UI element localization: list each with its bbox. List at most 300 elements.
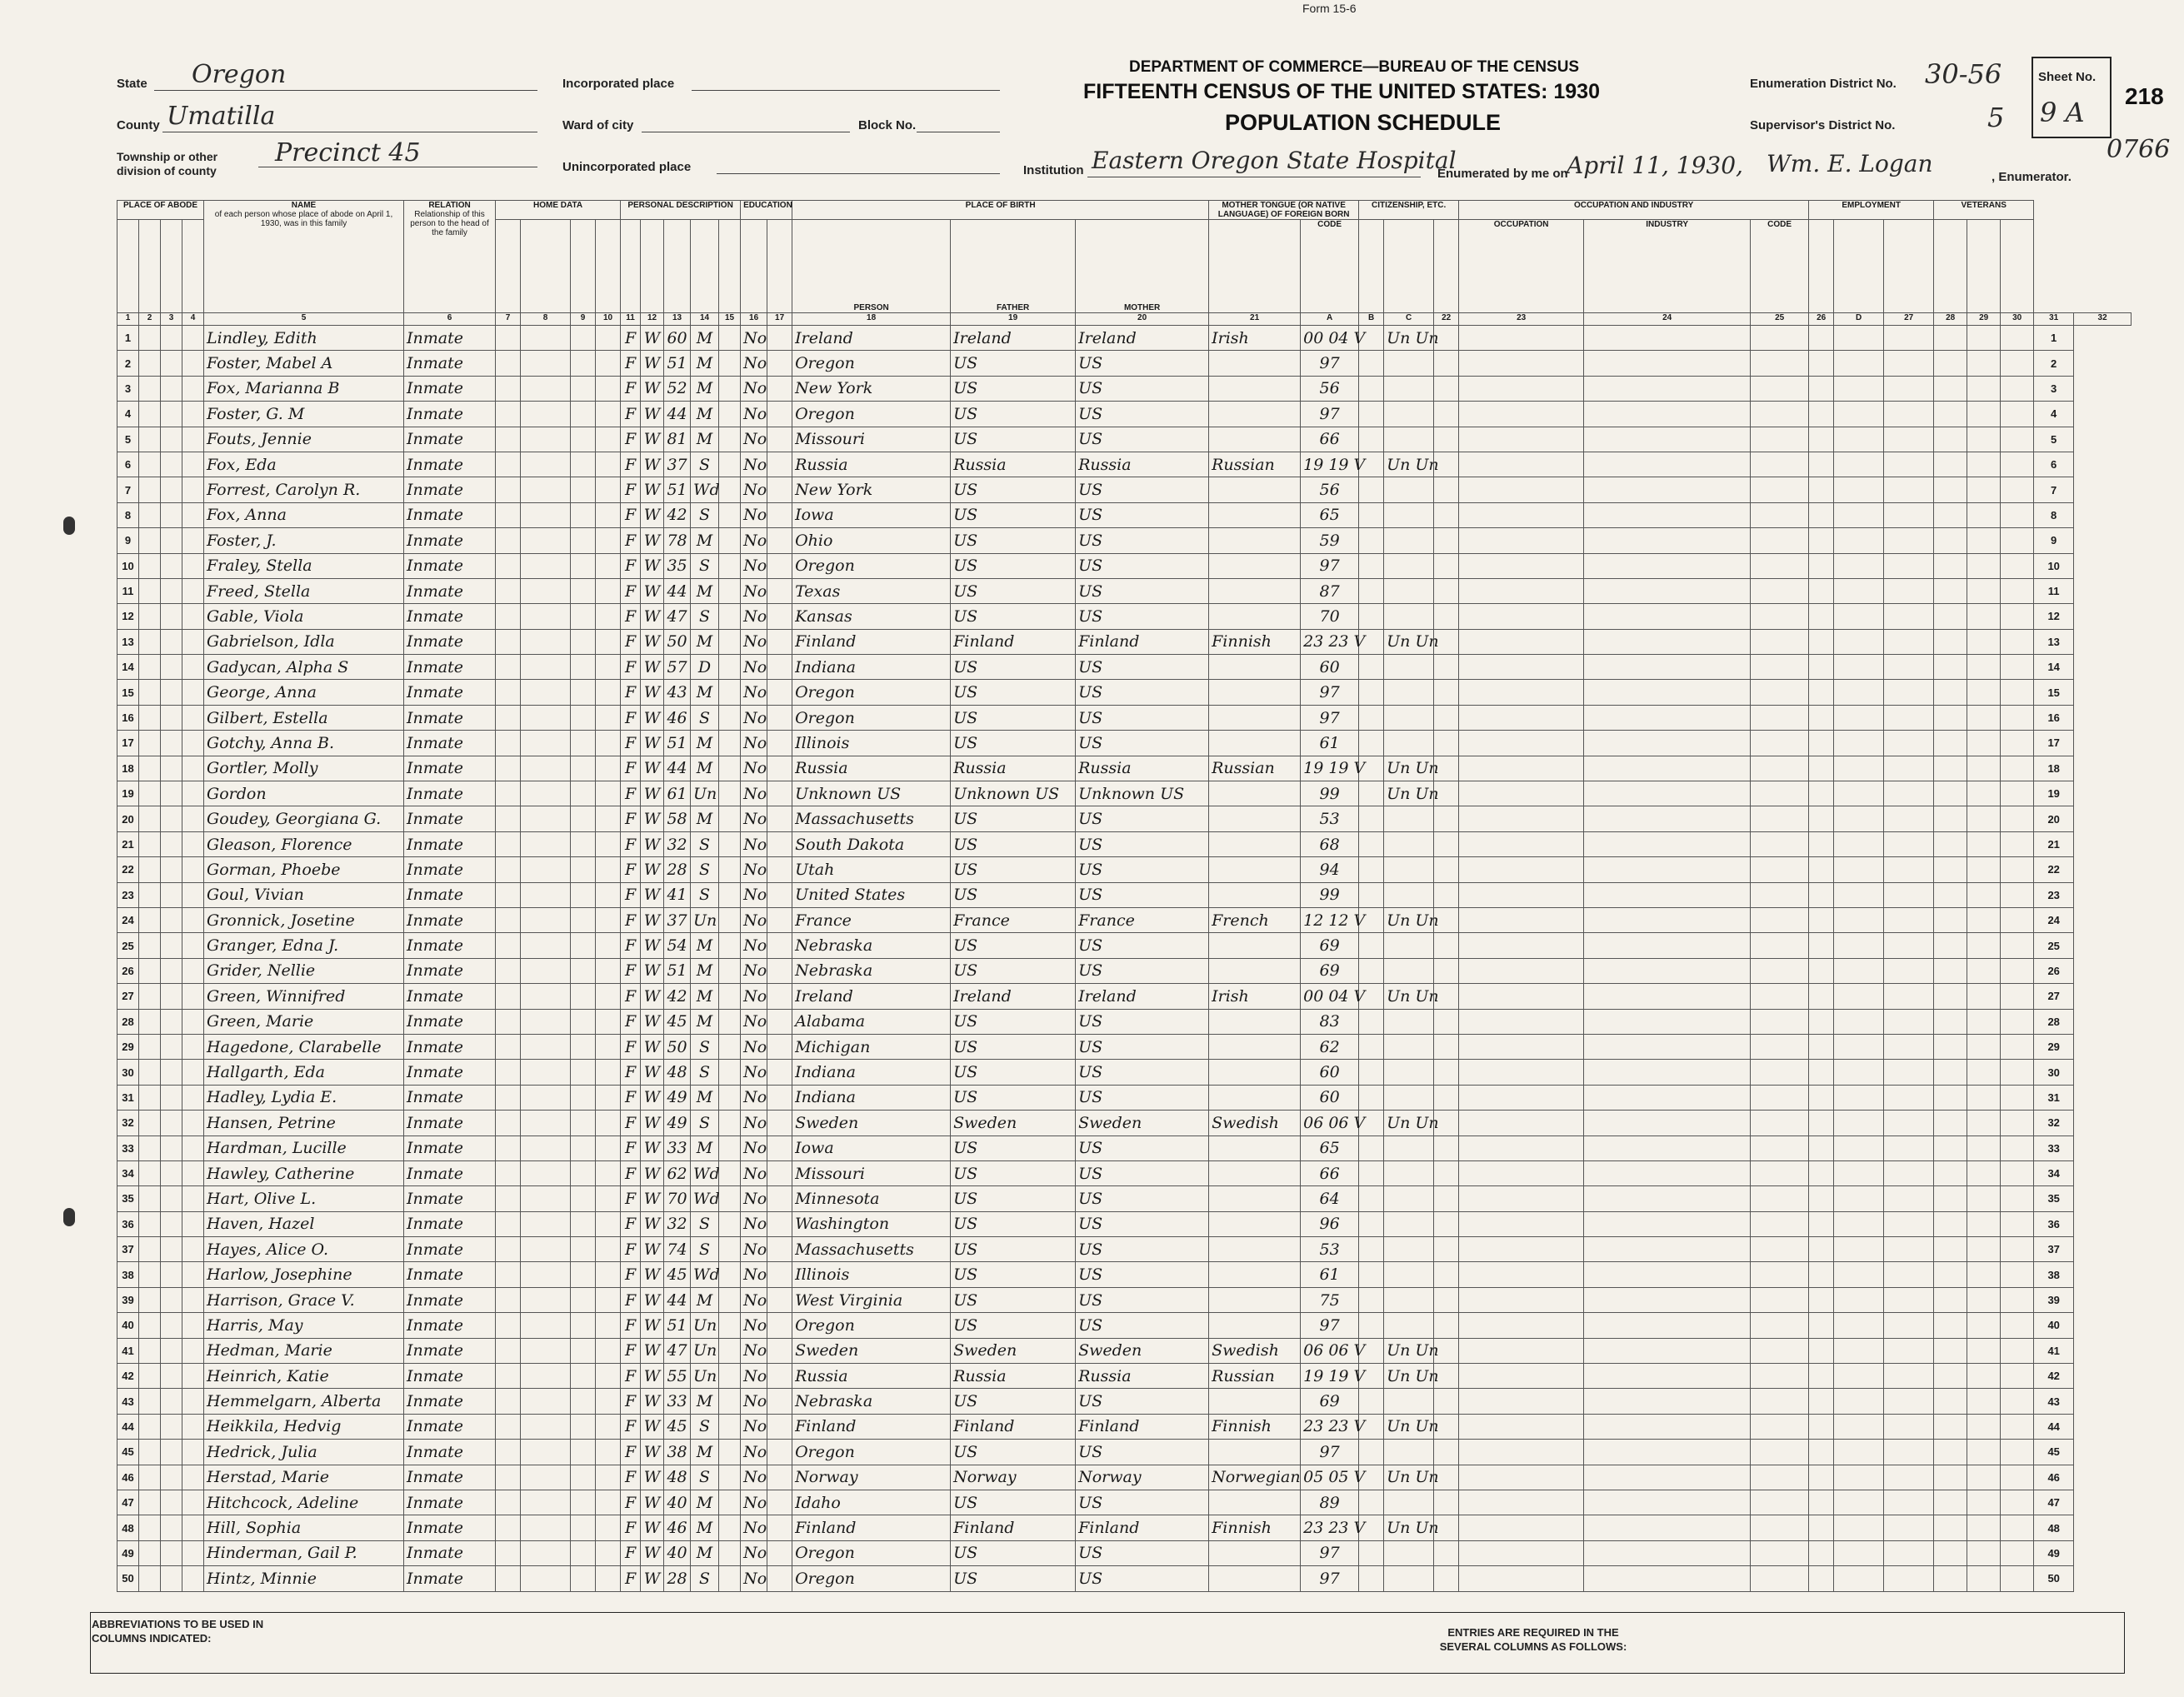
cell-birth-code: 62 [1301, 1034, 1359, 1059]
state-value: Oregon [192, 60, 287, 89]
cell-citizenship: Un Un [1384, 326, 1434, 351]
cell-empty [1967, 1211, 2001, 1236]
enumerated-date: April 11, 1930, [1567, 152, 1743, 179]
column-number: A [1301, 313, 1359, 326]
cell-empty [596, 427, 621, 452]
cell-empty [1809, 1237, 1834, 1262]
cell-empty [161, 376, 182, 401]
cell-empty [1584, 731, 1751, 756]
cell-marital-status: Wd [691, 1160, 719, 1185]
cell-empty [1459, 1338, 1584, 1363]
cell-relation: Inmate [404, 1060, 496, 1085]
cell-empty [1884, 1111, 1934, 1135]
cell-empty [496, 1313, 521, 1338]
cell-age: 51 [664, 731, 691, 756]
cell-empty [596, 1009, 621, 1034]
cell-father-birthplace: US [951, 933, 1076, 958]
cell-marital-status: Un [691, 907, 719, 932]
cell-empty [521, 806, 571, 831]
cell-empty [1434, 1389, 1459, 1414]
cell-citizenship [1384, 705, 1434, 730]
cell-empty [1434, 1009, 1459, 1034]
cell-mother-tongue: Russian [1209, 756, 1301, 781]
cell-school: No [741, 452, 767, 477]
cell-empty [521, 1313, 571, 1338]
cell-empty [1751, 502, 1809, 527]
cell-empty [1884, 882, 1934, 907]
cell-race: W [641, 857, 664, 882]
cell-empty [1834, 1160, 1884, 1185]
cell-father-birthplace: US [951, 477, 1076, 502]
cell-mother-birthplace: US [1076, 502, 1209, 527]
table-row [117, 680, 2132, 705]
cell-name: Gleason, Florence [204, 831, 404, 856]
cell-empty [1359, 427, 1384, 452]
cell-marital-status: S [691, 882, 719, 907]
cell-marital-status: M [691, 1135, 719, 1160]
cell-school: No [741, 326, 767, 351]
cell-empty [571, 1160, 596, 1185]
cell-empty [1834, 1540, 1884, 1565]
cell-empty [767, 1566, 792, 1591]
cell-father-birthplace: US [951, 731, 1076, 756]
cell-school: No [741, 427, 767, 452]
cell-marital-status: Wd [691, 477, 719, 502]
cell-empty [1834, 655, 1884, 680]
cell-empty [496, 1211, 521, 1236]
cell-name: Fox, Marianna B [204, 376, 404, 401]
cell-empty [767, 1440, 792, 1465]
cell-empty [719, 1364, 741, 1389]
cell-empty [1934, 1566, 1967, 1591]
column-number: 24 [1584, 313, 1751, 326]
cell-empty [767, 402, 792, 427]
cell-empty [1834, 1287, 1884, 1312]
cell-name: Gadycan, Alpha S [204, 655, 404, 680]
cell-empty [719, 629, 741, 654]
cell-mother-tongue [1209, 705, 1301, 730]
cell-row-number-right: 20 [2034, 806, 2074, 831]
cell-empty [596, 731, 621, 756]
cell-birth-code: 23 23 V [1301, 1414, 1359, 1439]
cell-age: 52 [664, 376, 691, 401]
cell-citizenship [1384, 376, 1434, 401]
cell-empty [1934, 1111, 1967, 1135]
cell-empty [1834, 1465, 1884, 1490]
cell-num: 49 [117, 1540, 139, 1565]
cell-num: 25 [117, 933, 139, 958]
table-row [117, 1465, 2132, 1490]
cell-row-number-right: 17 [2034, 731, 2074, 756]
cell-empty [1459, 553, 1584, 578]
cell-mother-birthplace: US [1076, 376, 1209, 401]
cell-empty [1884, 604, 1934, 629]
cell-school: No [741, 1287, 767, 1312]
cell-empty [182, 1490, 204, 1515]
column-number: 5 [204, 313, 404, 326]
cell-empty [1584, 1211, 1751, 1236]
cell-empty [1884, 1186, 1934, 1211]
cell-relation: Inmate [404, 1287, 496, 1312]
header-name-title: NAME [291, 201, 317, 210]
table-row [117, 806, 2132, 831]
cell-empty [182, 831, 204, 856]
table-row [117, 731, 2132, 756]
cell-empty [182, 326, 204, 351]
cell-birth-code: 75 [1301, 1287, 1359, 1312]
cell-name: Goudey, Georgiana G. [204, 806, 404, 831]
cell-age: 44 [664, 1287, 691, 1312]
cell-empty [1751, 756, 1809, 781]
cell-empty [1751, 1490, 1809, 1515]
cell-row-number-right: 33 [2034, 1135, 2074, 1160]
cell-empty [1809, 1389, 1834, 1414]
column-number: 29 [1967, 313, 2001, 326]
cell-empty [1967, 882, 2001, 907]
cell-empty [719, 857, 741, 882]
cell-empty [1359, 731, 1384, 756]
cell-birthplace: France [792, 907, 951, 932]
cell-empty [596, 1262, 621, 1287]
cell-empty [521, 351, 571, 376]
column-number: 15 [719, 313, 741, 326]
cell-citizenship: Un Un [1384, 1465, 1434, 1490]
cell-empty [1934, 984, 1967, 1009]
cell-school: No [741, 528, 767, 553]
cell-relation: Inmate [404, 1566, 496, 1591]
table-row [117, 1566, 2132, 1591]
cell-birthplace: Sweden [792, 1338, 951, 1363]
cell-empty [1751, 326, 1809, 351]
cell-empty [571, 882, 596, 907]
cell-empty [1459, 1009, 1584, 1034]
cell-empty [161, 1313, 182, 1338]
cell-empty [1434, 1262, 1459, 1287]
cell-empty [2001, 1009, 2034, 1034]
cell-birthplace: Russia [792, 452, 951, 477]
cell-name: Forrest, Carolyn R. [204, 477, 404, 502]
cell-name: Gabrielson, Idla [204, 629, 404, 654]
cell-mother-tongue [1209, 427, 1301, 452]
cell-school: No [741, 1566, 767, 1591]
cell-race: W [641, 1313, 664, 1338]
cell-empty [767, 477, 792, 502]
cell-father-birthplace: US [951, 427, 1076, 452]
cell-sex: F [621, 705, 641, 730]
cell-birth-code: 99 [1301, 882, 1359, 907]
cell-empty [1584, 629, 1751, 654]
cell-empty [139, 553, 161, 578]
cell-empty [1434, 958, 1459, 983]
cell-empty [161, 680, 182, 705]
cell-empty [1934, 578, 1967, 603]
header-personal-description: PERSONAL DESCRIPTION [621, 201, 741, 220]
cell-birth-code: 99 [1301, 781, 1359, 806]
cell-empty [161, 402, 182, 427]
cell-empty [1751, 477, 1809, 502]
cell-empty [767, 933, 792, 958]
cell-empty [719, 1389, 741, 1414]
cell-relation: Inmate [404, 680, 496, 705]
cell-empty [161, 351, 182, 376]
cell-empty [596, 1364, 621, 1389]
department-title: DEPARTMENT OF COMMERCE—BUREAU OF THE CENSUS [1129, 58, 1580, 76]
cell-empty [1459, 1186, 1584, 1211]
cell-sex: F [621, 1060, 641, 1085]
column-number: D [1834, 313, 1884, 326]
table-row [117, 376, 2132, 401]
cell-empty [139, 731, 161, 756]
cell-school: No [741, 680, 767, 705]
cell-mother-birthplace: Russia [1076, 1364, 1209, 1389]
cell-num: 22 [117, 857, 139, 882]
column-number: 28 [1934, 313, 1967, 326]
cell-empty [719, 1540, 741, 1565]
cell-relation: Inmate [404, 705, 496, 730]
cell-relation: Inmate [404, 781, 496, 806]
cell-marital-status: Wd [691, 1262, 719, 1287]
cell-empty [1809, 1515, 1834, 1540]
cell-birth-code: 60 [1301, 655, 1359, 680]
form-number: Form 15-6 [1302, 2, 1357, 15]
cell-num: 41 [117, 1338, 139, 1363]
header-father: FATHER [951, 220, 1076, 313]
cell-birthplace: Texas [792, 578, 951, 603]
cell-empty [1809, 1440, 1834, 1465]
cell-citizenship [1384, 477, 1434, 502]
cell-relation: Inmate [404, 1338, 496, 1363]
cell-empty [1884, 1389, 1934, 1414]
cell-empty [1751, 1465, 1809, 1490]
cell-empty [161, 1540, 182, 1565]
cell-empty [1434, 351, 1459, 376]
unincorporated-line [717, 173, 1000, 174]
cell-citizenship [1384, 1540, 1434, 1565]
cell-empty [1884, 1262, 1934, 1287]
cell-race: W [641, 933, 664, 958]
cell-empty [2001, 351, 2034, 376]
cell-row-number-right: 5 [2034, 427, 2074, 452]
cell-empty [1834, 1313, 1884, 1338]
cell-empty [1584, 882, 1751, 907]
cell-empty [496, 1465, 521, 1490]
cell-empty [139, 1111, 161, 1135]
cell-empty [521, 1111, 571, 1135]
cell-empty [182, 958, 204, 983]
cell-empty [1751, 1060, 1809, 1085]
cell-empty [596, 857, 621, 882]
cell-empty [182, 1414, 204, 1439]
cell-num: 16 [117, 705, 139, 730]
cell-empty [1934, 1465, 1967, 1490]
cell-empty [1809, 1211, 1834, 1236]
cell-empty [719, 477, 741, 502]
column-number: 26 [1809, 313, 1834, 326]
cell-empty [161, 1186, 182, 1211]
header-name [204, 201, 404, 313]
cell-empty [161, 655, 182, 680]
cell-race: W [641, 907, 664, 932]
cell-empty [1434, 1060, 1459, 1085]
cell-empty [521, 1009, 571, 1034]
cell-num: 23 [117, 882, 139, 907]
cell-empty [1809, 984, 1834, 1009]
cell-empty [2001, 452, 2034, 477]
cell-row-number-right: 22 [2034, 857, 2074, 882]
cell-num: 8 [117, 502, 139, 527]
column-number-row [117, 313, 2132, 326]
cell-name: Hart, Olive L. [204, 1186, 404, 1211]
cell-empty [1967, 1287, 2001, 1312]
cell-empty [496, 831, 521, 856]
cell-school: No [741, 781, 767, 806]
cell-empty [1459, 452, 1584, 477]
cell-birthplace: Oregon [792, 1313, 951, 1338]
table-row [117, 1211, 2132, 1236]
cell-empty [139, 1262, 161, 1287]
cell-num: 6 [117, 452, 139, 477]
cell-father-birthplace: Russia [951, 452, 1076, 477]
cell-marital-status: M [691, 1540, 719, 1565]
cell-empty [719, 1111, 741, 1135]
cell-empty [139, 831, 161, 856]
cell-relation: Inmate [404, 984, 496, 1009]
cell-citizenship [1384, 604, 1434, 629]
table-row [117, 1338, 2132, 1363]
cell-empty [1584, 326, 1751, 351]
cell-empty [521, 1540, 571, 1565]
cell-empty [161, 984, 182, 1009]
table-row [117, 907, 2132, 932]
cell-empty [161, 1135, 182, 1160]
cell-age: 45 [664, 1414, 691, 1439]
cell-empty [571, 402, 596, 427]
cell-empty [719, 882, 741, 907]
cell-empty [1584, 578, 1751, 603]
cell-empty [496, 1262, 521, 1287]
cell-empty [767, 1060, 792, 1085]
cell-empty [2001, 1313, 2034, 1338]
cell-empty [1834, 1085, 1884, 1110]
table-row [117, 326, 2132, 351]
cell-school: No [741, 1440, 767, 1465]
cell-row-number-right: 39 [2034, 1287, 2074, 1312]
cell-empty [139, 882, 161, 907]
cell-marital-status: Un [691, 1313, 719, 1338]
cell-name: Hemmelgarn, Alberta [204, 1389, 404, 1414]
cell-mother-birthplace: US [1076, 806, 1209, 831]
cell-age: 51 [664, 477, 691, 502]
cell-name: Foster, G. M [204, 402, 404, 427]
cell-race: W [641, 376, 664, 401]
cell-marital-status: S [691, 1211, 719, 1236]
cell-birth-code: 12 12 V [1301, 907, 1359, 932]
cell-empty [1751, 984, 1809, 1009]
cell-empty [571, 655, 596, 680]
sheet-label: Sheet No. [2038, 70, 2097, 84]
cell-school: No [741, 831, 767, 856]
cell-empty [182, 351, 204, 376]
cell-empty [1809, 1186, 1834, 1211]
cell-empty [1834, 528, 1884, 553]
cell-empty [1584, 1262, 1751, 1287]
cell-empty [139, 1211, 161, 1236]
cell-row-number-right: 15 [2034, 680, 2074, 705]
cell-father-birthplace: Ireland [951, 984, 1076, 1009]
cell-empty [1809, 1034, 1834, 1059]
cell-row-number-right: 47 [2034, 1490, 2074, 1515]
cell-empty [2001, 1540, 2034, 1565]
cell-empty [1884, 427, 1934, 452]
cell-empty [571, 502, 596, 527]
cell-empty [521, 326, 571, 351]
cell-mother-birthplace: US [1076, 831, 1209, 856]
cell-empty [1434, 477, 1459, 502]
cell-empty [1751, 578, 1809, 603]
cell-empty [182, 452, 204, 477]
cell-school: No [741, 578, 767, 603]
cell-empty [1967, 1540, 2001, 1565]
cell-sex: F [621, 1186, 641, 1211]
cell-empty [1359, 553, 1384, 578]
cell-birth-code: 19 19 V [1301, 452, 1359, 477]
cell-race: W [641, 1364, 664, 1389]
cell-row-number-right: 44 [2034, 1414, 2074, 1439]
incorporated-label: Incorporated place [562, 77, 675, 91]
cell-relation: Inmate [404, 831, 496, 856]
cell-num: 27 [117, 984, 139, 1009]
cell-row-number-right: 4 [2034, 402, 2074, 427]
cell-empty [1434, 1566, 1459, 1591]
table-row [117, 1111, 2132, 1135]
cell-row-number-right: 50 [2034, 1566, 2074, 1591]
cell-name: Gotchy, Anna B. [204, 731, 404, 756]
cell-empty [1751, 1313, 1809, 1338]
cell-empty [521, 882, 571, 907]
cell-empty [1884, 553, 1934, 578]
cell-citizenship [1384, 731, 1434, 756]
cell-empty [1459, 1060, 1584, 1085]
cell-num: 9 [117, 528, 139, 553]
cell-empty [571, 958, 596, 983]
cell-empty [1884, 1490, 1934, 1515]
cell-sex: F [621, 655, 641, 680]
cell-empty [182, 1211, 204, 1236]
cell-age: 44 [664, 578, 691, 603]
cell-empty [1809, 958, 1834, 983]
cell-empty [571, 351, 596, 376]
cell-empty [1884, 1465, 1934, 1490]
cell-empty [1584, 1237, 1751, 1262]
cell-empty [1967, 1186, 2001, 1211]
cell-empty [1809, 655, 1834, 680]
cell-empty [719, 452, 741, 477]
cell-empty [1434, 857, 1459, 882]
cell-empty [767, 1262, 792, 1287]
cell-empty [571, 1490, 596, 1515]
cell-birth-code: 94 [1301, 857, 1359, 882]
cell-empty [1834, 351, 1884, 376]
cell-empty [719, 1515, 741, 1540]
cell-empty [1967, 984, 2001, 1009]
cell-row-number-right: 14 [2034, 655, 2074, 680]
cell-sex: F [621, 781, 641, 806]
cell-relation: Inmate [404, 402, 496, 427]
cell-marital-status: M [691, 933, 719, 958]
cell-empty [139, 1060, 161, 1085]
cell-empty [1834, 882, 1884, 907]
table-row [117, 1135, 2132, 1160]
